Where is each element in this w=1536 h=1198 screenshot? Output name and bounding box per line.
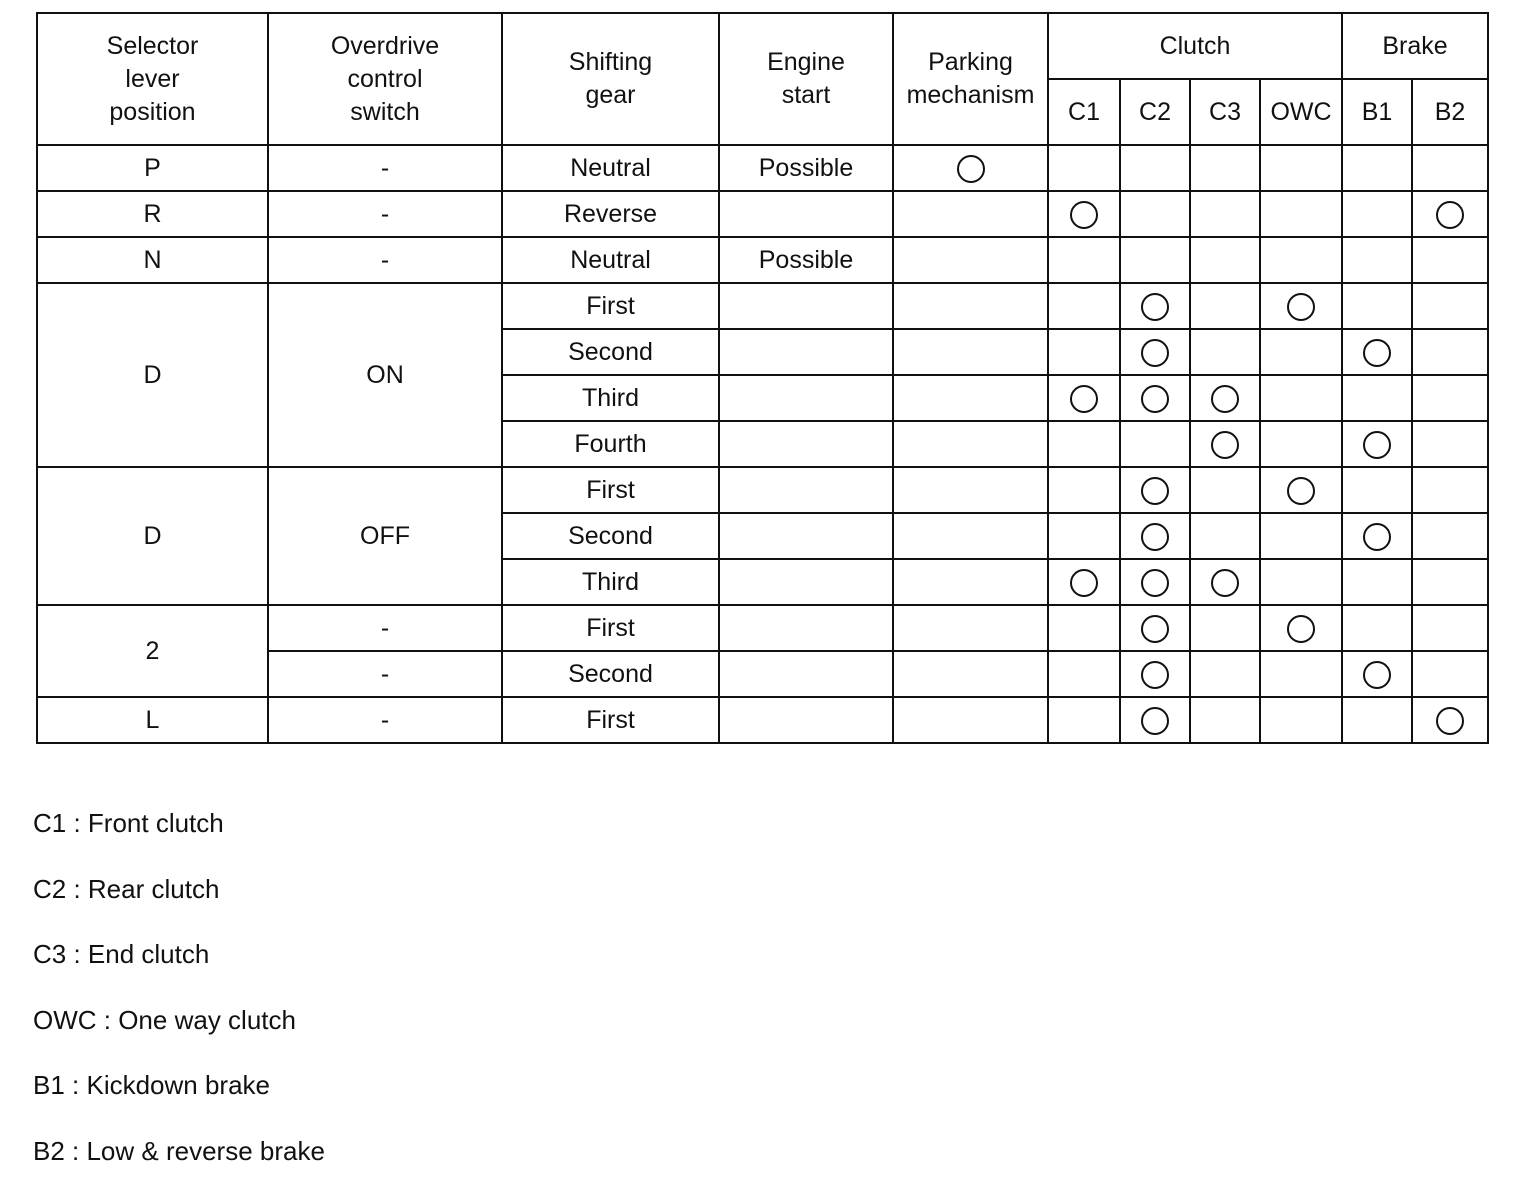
engaged-circle-icon [1141,523,1169,551]
cell-c1 [1048,467,1120,513]
cell-c2 [1120,421,1190,467]
table-row [37,191,1488,237]
cell-b2 [1412,145,1488,191]
cell-b1 [1342,375,1412,421]
cell-c2 [1120,145,1190,191]
cell-c2 [1120,237,1190,283]
cell-owc [1260,329,1342,375]
legend-item: C1 : Front clutch [33,805,325,871]
cell-shifting-gear: First [502,605,719,651]
cell-b1 [1342,513,1412,559]
cell-c2 [1120,651,1190,697]
cell-overdrive-switch: OFF [268,467,502,605]
clutch-brake-operation-table [36,12,1489,744]
engaged-circle-icon [1363,339,1391,367]
cell-selector-position: P [37,145,268,191]
cell-c2 [1120,513,1190,559]
header-brake-group: Brake [1342,13,1488,79]
cell-shifting-gear: Fourth [502,421,719,467]
cell-owc [1260,605,1342,651]
cell-shifting-gear: Third [502,375,719,421]
cell-shifting-gear: Second [502,513,719,559]
cell-b1 [1342,697,1412,743]
legend-item: C2 : Rear clutch [33,871,325,937]
cell-c3 [1190,697,1260,743]
cell-c3 [1190,329,1260,375]
cell-b2 [1412,467,1488,513]
engaged-circle-icon [1141,339,1169,367]
table-row [37,283,1488,329]
cell-c3 [1190,605,1260,651]
legend-item: B1 : Kickdown brake [33,1067,325,1133]
cell-engine-start [719,559,893,605]
table-body [37,145,1488,743]
cell-c1 [1048,191,1120,237]
cell-parking [893,513,1048,559]
cell-c1 [1048,513,1120,559]
header-engine-start: Engine start [719,13,893,145]
cell-parking [893,191,1048,237]
cell-c1 [1048,237,1120,283]
cell-parking [893,329,1048,375]
legend-list [33,805,325,1198]
engaged-circle-icon [1141,293,1169,321]
cell-b1 [1342,559,1412,605]
cell-b2 [1412,513,1488,559]
cell-engine-start [719,191,893,237]
engaged-circle-icon [1141,385,1169,413]
cell-b1 [1342,329,1412,375]
cell-selector-position: 2 [37,605,268,697]
cell-b1 [1342,191,1412,237]
header-owc: OWC [1260,79,1342,145]
cell-owc [1260,651,1342,697]
cell-parking [893,421,1048,467]
cell-overdrive-switch: - [268,191,502,237]
header-b2: B2 [1412,79,1488,145]
header-parking-mechanism: Parking mechanism [893,13,1048,145]
cell-selector-position: D [37,467,268,605]
cell-c2 [1120,375,1190,421]
cell-c3 [1190,421,1260,467]
table-row [37,605,1488,651]
table-row [37,697,1488,743]
engaged-circle-icon [1436,201,1464,229]
engaged-circle-icon [1070,385,1098,413]
cell-c3 [1190,651,1260,697]
engaged-circle-icon [1287,477,1315,505]
engaged-circle-icon [1141,569,1169,597]
cell-c2 [1120,559,1190,605]
engaged-circle-icon [957,155,985,183]
cell-owc [1260,697,1342,743]
engaged-circle-icon [1141,615,1169,643]
cell-c2 [1120,329,1190,375]
engaged-circle-icon [1211,431,1239,459]
cell-parking [893,697,1048,743]
cell-parking [893,605,1048,651]
cell-shifting-gear: Reverse [502,191,719,237]
legend-item: B2 : Low & reverse brake [33,1133,325,1198]
cell-b1 [1342,145,1412,191]
cell-c2 [1120,697,1190,743]
cell-c1 [1048,421,1120,467]
cell-c2 [1120,605,1190,651]
cell-engine-start [719,467,893,513]
engaged-circle-icon [1287,615,1315,643]
table-row [37,237,1488,283]
cell-parking [893,237,1048,283]
cell-selector-position: L [37,697,268,743]
cell-c3 [1190,237,1260,283]
header-selector-lever-position: Selector lever position [37,13,268,145]
cell-c1 [1048,559,1120,605]
cell-owc [1260,191,1342,237]
cell-owc [1260,559,1342,605]
cell-parking [893,559,1048,605]
cell-overdrive-switch: - [268,145,502,191]
cell-owc [1260,421,1342,467]
engaged-circle-icon [1436,707,1464,735]
cell-engine-start [719,283,893,329]
cell-c2 [1120,191,1190,237]
cell-c3 [1190,467,1260,513]
cell-c1 [1048,283,1120,329]
engaged-circle-icon [1141,707,1169,735]
cell-b1 [1342,605,1412,651]
cell-shifting-gear: First [502,467,719,513]
cell-owc [1260,375,1342,421]
cell-engine-start [719,697,893,743]
cell-overdrive-switch: ON [268,283,502,467]
header-c1: C1 [1048,79,1120,145]
cell-b2 [1412,329,1488,375]
cell-shifting-gear: Third [502,559,719,605]
engaged-circle-icon [1141,477,1169,505]
cell-overdrive-switch: - [268,605,502,651]
cell-owc [1260,283,1342,329]
cell-c1 [1048,605,1120,651]
table-row [37,467,1488,513]
cell-engine-start: Possible [719,145,893,191]
cell-c1 [1048,329,1120,375]
engaged-circle-icon [1211,569,1239,597]
cell-b1 [1342,467,1412,513]
cell-owc [1260,145,1342,191]
cell-c1 [1048,697,1120,743]
legend-item: C3 : End clutch [33,936,325,1002]
cell-shifting-gear: Neutral [502,145,719,191]
cell-c3 [1190,559,1260,605]
cell-b1 [1342,237,1412,283]
engaged-circle-icon [1287,293,1315,321]
cell-c2 [1120,467,1190,513]
cell-b2 [1412,421,1488,467]
cell-parking [893,283,1048,329]
engaged-circle-icon [1363,523,1391,551]
cell-selector-position: R [37,191,268,237]
cell-b2 [1412,559,1488,605]
cell-c1 [1048,651,1120,697]
cell-b2 [1412,605,1488,651]
engaged-circle-icon [1363,661,1391,689]
legend-item: OWC : One way clutch [33,1002,325,1068]
engaged-circle-icon [1211,385,1239,413]
header-overdrive-control-switch: Overdrive control switch [268,13,502,145]
cell-b2 [1412,237,1488,283]
cell-c3 [1190,145,1260,191]
cell-b1 [1342,651,1412,697]
cell-c1 [1048,375,1120,421]
cell-overdrive-switch: - [268,697,502,743]
cell-shifting-gear: Neutral [502,237,719,283]
cell-parking [893,651,1048,697]
cell-c1 [1048,145,1120,191]
cell-engine-start [719,329,893,375]
cell-b2 [1412,697,1488,743]
cell-c2 [1120,283,1190,329]
cell-b1 [1342,283,1412,329]
cell-engine-start [719,421,893,467]
header-clutch-group: Clutch [1048,13,1342,79]
engaged-circle-icon [1141,661,1169,689]
cell-b2 [1412,283,1488,329]
engaged-circle-icon [1363,431,1391,459]
cell-owc [1260,513,1342,559]
cell-selector-position: N [37,237,268,283]
cell-shifting-gear: First [502,283,719,329]
cell-c3 [1190,283,1260,329]
header-shifting-gear: Shifting gear [502,13,719,145]
cell-engine-start [719,513,893,559]
cell-b2 [1412,191,1488,237]
cell-b2 [1412,375,1488,421]
cell-owc [1260,237,1342,283]
engaged-circle-icon [1070,569,1098,597]
cell-b2 [1412,651,1488,697]
cell-shifting-gear: Second [502,651,719,697]
cell-engine-start: Possible [719,237,893,283]
cell-c3 [1190,375,1260,421]
engaged-circle-icon [1070,201,1098,229]
header-b1: B1 [1342,79,1412,145]
cell-shifting-gear: Second [502,329,719,375]
cell-shifting-gear: First [502,697,719,743]
header-c3: C3 [1190,79,1260,145]
cell-c3 [1190,191,1260,237]
cell-overdrive-switch: - [268,237,502,283]
header-c2: C2 [1120,79,1190,145]
table-row [37,145,1488,191]
cell-overdrive-switch: - [268,651,502,697]
cell-engine-start [719,605,893,651]
cell-engine-start [719,651,893,697]
cell-owc [1260,467,1342,513]
cell-b1 [1342,421,1412,467]
cell-parking [893,467,1048,513]
cell-c3 [1190,513,1260,559]
cell-parking [893,375,1048,421]
cell-selector-position: D [37,283,268,467]
cell-engine-start [719,375,893,421]
cell-parking [893,145,1048,191]
